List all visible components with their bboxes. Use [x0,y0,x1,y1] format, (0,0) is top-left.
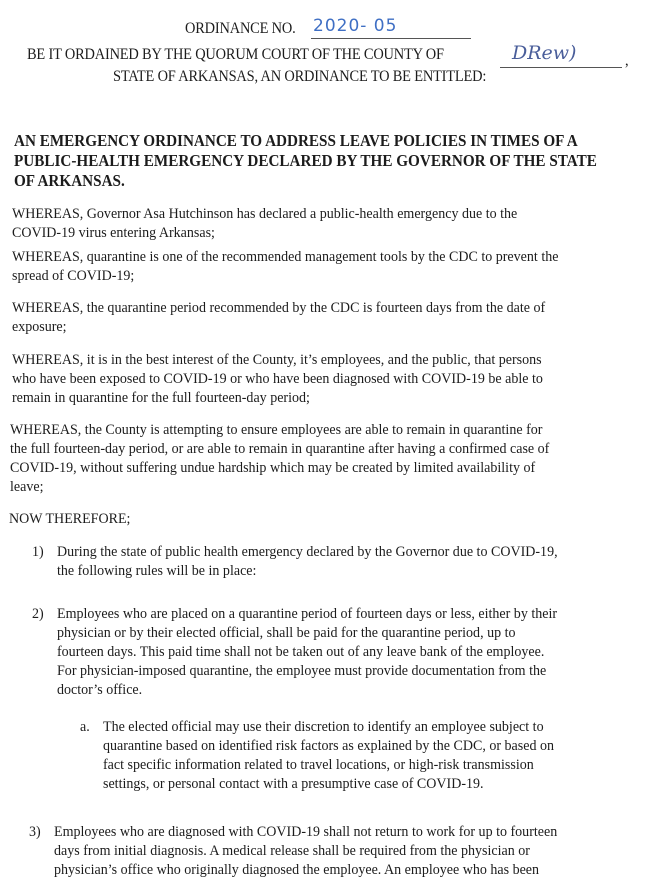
whereas-clause-1 [12,205,517,243]
section-line: the following rules will be in place: [57,563,257,579]
clause-line: COVID-19, without suffering undue hardship which may be created by limited availability of [10,460,536,476]
ordinance-number-handwritten: 2020- 05 [313,16,398,36]
section-3-text [54,823,557,880]
clause-line: WHEREAS, quarantine is one of the recommended management tools by the CDC to prevent the [12,249,559,265]
section-line: The elected official may use their discretion to identify an employee subject to [103,719,544,735]
subsection-a-marker: a. [80,719,90,735]
whereas-clause-4 [12,351,543,408]
now-therefore: NOW THEREFORE; [9,511,131,527]
ordinance-label: ORDINANCE NO. [185,20,296,37]
county-comma: , [625,52,629,69]
section-line: Employees who are diagnosed with COVID-19 shall not return to work for up to fourteen [54,824,558,840]
clause-line: COVID-19 virus entering Arkansas; [12,225,215,241]
county-underline [500,67,622,68]
clause-line: the full fourteen-day period, or are able to remain in quarantine after having a confirmed case of [10,441,550,457]
clause-line: who have been exposed to COVID-19 or who have been diagnosed with COVID-19 be able to [12,371,543,387]
section-line: quarantine based on identified risk factors as explained by the CDC, or based on [103,738,555,754]
section-line: doctor’s office. [57,682,143,698]
clause-line: leave; [10,479,44,495]
title-line: AN EMERGENCY ORDINANCE TO ADDRESS LEAVE POLICIES IN TIMES OF A [14,131,578,150]
clause-line: exposure; [12,319,67,335]
section-line: days from initial diagnosis. A medical release shall be required from the physician or [54,843,530,859]
section-line: Employees who are placed on a quarantine period of fourteen days or less, either by their [57,606,558,622]
section-2-text [57,605,557,700]
section-2-marker: 2) [32,606,44,622]
section-1-marker: 1) [32,544,44,560]
section-1-text [57,543,558,581]
section-line: fact specific information related to travel locations, or high-risk transmission [103,757,534,773]
section-line: physician or by their elected official, shall be paid for the quarantine period, up to [57,625,516,641]
section-line: fourteen days. This paid time shall not be taken out of any leave bank of the employee. [57,644,545,660]
clause-line: WHEREAS, the quarantine period recommended by the CDC is fourteen days from the date of [12,300,546,316]
clause-line: WHEREAS, the County is attempting to ensure employees are able to remain in quarantine for [10,422,543,438]
ordained-line: BE IT ORDAINED BY THE QUORUM COURT OF THE COUNTY OF [27,46,444,63]
whereas-clause-5 [10,421,549,497]
ordinance-title [14,131,597,191]
section-3-marker: 3) [29,824,41,840]
clause-line: remain in quarantine for the full fourteen-day period; [12,390,310,406]
state-line: STATE OF ARKANSAS, AN ORDINANCE TO BE ENTITLED: [113,68,487,85]
county-name-handwritten: DRew) [512,42,577,64]
clause-line: WHEREAS, it is in the best interest of the County, it’s employees, and the public, that persons [12,352,542,368]
clause-line: spread of COVID-19; [12,268,135,284]
title-line: PUBLIC-HEALTH EMERGENCY DECLARED BY THE GOVERNOR OF THE STATE [14,151,597,170]
whereas-clause-3 [12,299,545,337]
subsection-a-text [103,718,554,794]
section-line: During the state of public health emergency declared by the Governor due to COVID-19, [57,544,558,560]
ordinance-number-underline [311,38,471,39]
whereas-clause-2 [12,248,558,286]
section-line: settings, or personal contact with a presumptive case of COVID-19. [103,776,484,792]
section-line: physician’s office who originally diagnosed the employee. An employee who has been [54,862,540,878]
clause-line: WHEREAS, Governor Asa Hutchinson has declared a public-health emergency due to the [12,206,518,222]
section-line: For physician-imposed quarantine, the employee must provide documentation from the [57,663,547,679]
title-line: OF ARKANSAS. [14,171,125,190]
